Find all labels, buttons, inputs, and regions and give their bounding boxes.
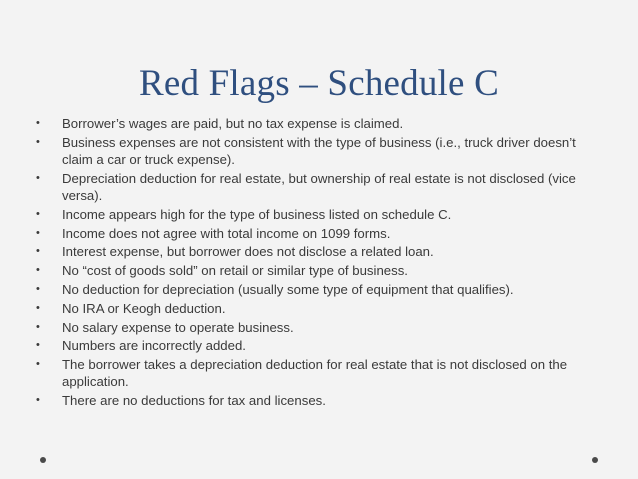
bullet-item xyxy=(36,337,606,354)
bullet-text: There are no deductions for tax and licenses. xyxy=(62,393,326,409)
bullet-item xyxy=(36,115,606,132)
bullet-text: Depreciation deduction for real estate, but ownership of real estate is not disclosed (vice versa). xyxy=(62,170,576,203)
bullet-text: No salary expense to operate business. xyxy=(62,319,294,335)
bullet-item xyxy=(36,170,606,204)
corner-dot-left xyxy=(40,457,46,463)
bullet-item xyxy=(36,319,606,336)
bullet-text: The borrower takes a depreciation deduction for real estate that is not disclosed on the application. xyxy=(62,357,568,390)
bullet-marker: • xyxy=(36,282,40,295)
bullet-item xyxy=(36,262,606,279)
bullet-marker: • xyxy=(36,301,40,314)
bullet-marker: • xyxy=(36,226,40,239)
bullet-text: Interest expense, but borrower does not disclose a related loan. xyxy=(62,244,434,260)
bullet-item xyxy=(36,392,606,409)
bullet-item xyxy=(36,243,606,260)
bullet-text: Income does not agree with total income on 1099 forms. xyxy=(62,225,391,241)
bullet-text: No deduction for depreciation (usually some type of equipment that qualifies). xyxy=(62,281,514,297)
bullet-text: Borrower’s wages are paid, but no tax expense is claimed. xyxy=(62,116,404,131)
bullet-text: Income appears high for the type of business listed on schedule C. xyxy=(62,206,452,222)
bullet-marker: • xyxy=(36,339,40,352)
bullet-item xyxy=(36,225,606,242)
bullet-text: Numbers are incorrectly added. xyxy=(62,338,246,354)
bullet-text: No IRA or Keogh deduction. xyxy=(62,300,226,316)
corner-dot-right xyxy=(592,457,598,463)
bullet-marker: • xyxy=(36,207,40,220)
bullet-item xyxy=(36,281,606,298)
bullet-list xyxy=(36,115,606,411)
bullet-marker: • xyxy=(36,358,40,371)
bullet-item xyxy=(36,206,606,223)
slide-title: Red Flags – Schedule C xyxy=(139,63,499,104)
bullet-marker: • xyxy=(36,245,40,258)
bullet-marker: • xyxy=(36,264,40,277)
bullet-text: No “cost of goods sold” on retail or similar type of business. xyxy=(62,263,408,279)
bullet-marker: • xyxy=(36,171,40,184)
bullet-marker: • xyxy=(36,394,40,407)
bullet-marker: • xyxy=(36,135,40,148)
bullet-marker: • xyxy=(36,320,40,333)
bullet-item xyxy=(36,356,606,390)
bullet-text: Business expenses are not consistent with the type of business (i.e., truck driver doesn’t claim a car or truck expense). xyxy=(62,134,576,167)
bullet-item xyxy=(36,134,606,168)
bullet-item xyxy=(36,300,606,317)
bullet-marker: • xyxy=(36,117,40,129)
